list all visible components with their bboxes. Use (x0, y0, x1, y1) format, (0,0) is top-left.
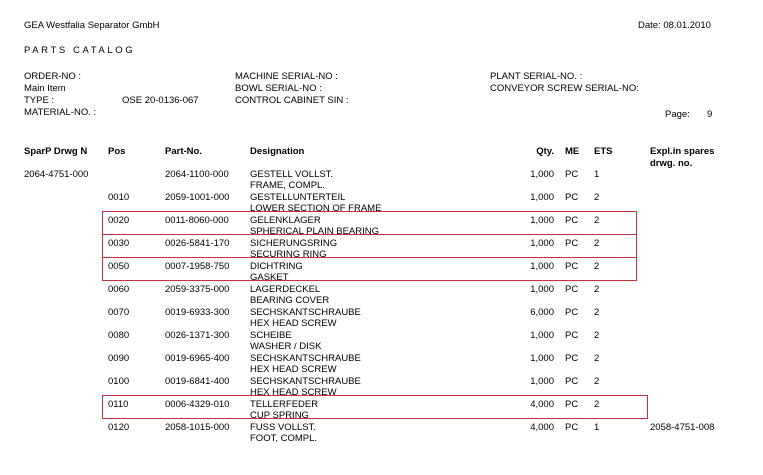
cell-designation-en: SECURING RING (250, 249, 327, 260)
page-title: PARTS CATALOG (24, 45, 136, 56)
cell-qty: 1,000 (530, 261, 554, 272)
cell-qty: 4,000 (530, 422, 554, 433)
highlight-box (102, 211, 637, 235)
col-header-designation: Designation (250, 146, 305, 157)
cell-designation-en: BEARING COVER (250, 295, 330, 306)
cell-ets: 2 (594, 399, 600, 410)
cell-me: PC (565, 330, 579, 341)
cell-me: PC (565, 422, 579, 433)
col-header-sparp: SparP Drwg N (24, 146, 88, 157)
col-header-pos: Pos (108, 146, 126, 157)
cell-designation-en: HEX HEAD SCREW (250, 318, 337, 329)
cell-designation-en: HEX HEAD SCREW (250, 387, 337, 398)
cell-partno: 0026-1371-300 (165, 330, 230, 341)
company-name: GEA Westfalia Separator GmbH (24, 20, 160, 31)
cell-me: PC (565, 215, 579, 226)
main-item-label: Main Item (24, 83, 66, 94)
cell-qty: 1,000 (530, 169, 554, 180)
cell-pos: 0030 (108, 238, 130, 249)
table-row (0, 353, 763, 376)
cell-qty: 1,000 (530, 284, 554, 295)
cell-ets: 2 (594, 238, 600, 249)
cell-partno: 0019-6965-400 (165, 353, 230, 364)
cell-partno: 0026-5841-170 (165, 238, 230, 249)
cell-ets: 2 (594, 284, 600, 295)
cell-designation-en: FRAME, COMPL. (250, 180, 325, 191)
cell-qty: 4,000 (530, 399, 554, 410)
cell-ets: 2 (594, 192, 600, 203)
highlight-box (102, 234, 637, 258)
control-cabinet-label: CONTROL CABINET SIN : (235, 95, 349, 106)
cell-drwg: 2064-4751-000 (24, 169, 89, 180)
cell-partno: 2064-1100-000 (165, 169, 229, 180)
table-row (0, 307, 763, 330)
cell-qty: 1,000 (530, 376, 554, 387)
cell-designation-de: SECHSKANTSCHRAUBE (250, 376, 361, 387)
col-header-expl-sub: drwg. no. (650, 158, 693, 169)
cell-ets: 2 (594, 261, 600, 272)
col-header-qty: Qty. (536, 146, 554, 157)
table-row (0, 169, 763, 192)
cell-qty: 1,000 (530, 238, 554, 249)
cell-designation-en: FOOT, COMPL. (250, 433, 318, 444)
cell-me: PC (565, 284, 579, 295)
table-row (0, 284, 763, 307)
table-row (0, 330, 763, 353)
cell-designation-de: SECHSKANTSCHRAUBE (250, 353, 361, 364)
cell-me: PC (565, 261, 579, 272)
cell-expl: 2058-4751-008 (650, 422, 715, 433)
cell-partno: 0006-4329-010 (165, 399, 230, 410)
material-no-label: MATERIAL-NO. : (24, 107, 97, 118)
cell-qty: 1,000 (530, 192, 554, 203)
cell-partno: 0019-6841-400 (165, 376, 230, 387)
col-header-me: ME (565, 146, 580, 157)
cell-me: PC (565, 192, 579, 203)
cell-pos: 0020 (108, 215, 130, 226)
cell-partno: 0007-1958-750 (165, 261, 230, 272)
cell-partno: 2058-1015-000 (165, 422, 230, 433)
type-label: TYPE : (24, 95, 55, 106)
cell-pos: 0080 (108, 330, 130, 341)
cell-designation-de: GESTELL VOLLST. (250, 169, 334, 180)
conveyor-serial-label: CONVEYOR SCREW SERIAL-NO: (490, 83, 639, 94)
cell-ets: 2 (594, 330, 600, 341)
cell-pos: 0120 (108, 422, 130, 433)
cell-designation-en: CUP SPRING (250, 410, 309, 421)
cell-qty: 6,000 (530, 307, 554, 318)
cell-me: PC (565, 238, 579, 249)
page-number: 9 (707, 109, 713, 120)
document-date: Date: 08.01.2010 (638, 20, 711, 31)
cell-pos: 0090 (108, 353, 130, 364)
cell-partno: 0019-6933-300 (165, 307, 230, 318)
cell-designation-de: GELENKLAGER (250, 215, 321, 226)
cell-ets: 2 (594, 376, 600, 387)
cell-me: PC (565, 169, 579, 180)
cell-ets: 1 (594, 422, 600, 433)
cell-designation-de: LAGERDECKEL (250, 284, 321, 295)
cell-partno: 2059-1001-000 (165, 192, 230, 203)
cell-designation-de: DICHTRING (250, 261, 303, 272)
type-value: OSE 20-0136-067 (122, 95, 199, 106)
cell-ets: 2 (594, 353, 600, 364)
cell-designation-de: GESTELLUNTERTEIL (250, 192, 346, 203)
cell-pos: 0050 (108, 261, 130, 272)
cell-designation-en: WASHER / DISK (250, 341, 322, 352)
cell-me: PC (565, 307, 579, 318)
cell-partno: 2059-3375-000 (165, 284, 230, 295)
cell-pos: 0060 (108, 284, 130, 295)
cell-designation-de: SECHSKANTSCHRAUBE (250, 307, 361, 318)
cell-me: PC (565, 376, 579, 387)
col-header-partno: Part-No. (165, 146, 202, 157)
page-label: Page: (665, 109, 690, 120)
table-row (0, 422, 763, 445)
col-header-expl: Expl.in spares (650, 146, 715, 157)
cell-pos: 0100 (108, 376, 130, 387)
machine-serial-label: MACHINE SERIAL-NO : (235, 71, 338, 82)
highlight-box (102, 257, 637, 281)
cell-designation-de: SCHEIBE (250, 330, 292, 341)
cell-designation-en: SPHERICAL PLAIN BEARING (250, 226, 379, 237)
cell-qty: 1,000 (530, 215, 554, 226)
cell-ets: 2 (594, 215, 600, 226)
cell-designation-de: SICHERUNGSRING (250, 238, 338, 249)
cell-designation-de: TELLERFEDER (250, 399, 319, 410)
cell-qty: 1,000 (530, 330, 554, 341)
cell-partno: 0011-8060-000 (165, 215, 229, 226)
highlight-box (102, 395, 648, 419)
cell-ets: 1 (594, 169, 600, 180)
cell-designation-en: HEX HEAD SCREW (250, 364, 337, 375)
cell-me: PC (565, 353, 579, 364)
cell-ets: 2 (594, 307, 600, 318)
cell-qty: 1,000 (530, 353, 554, 364)
cell-designation-en: GASKET (250, 272, 289, 283)
order-no-label: ORDER-NO : (24, 71, 81, 82)
col-header-ets: ETS (594, 146, 613, 157)
cell-pos: 0110 (108, 399, 129, 410)
plant-serial-label: PLANT SERIAL-NO. : (490, 71, 583, 82)
cell-pos: 0070 (108, 307, 130, 318)
cell-designation-en: LOWER SECTION OF FRAME (250, 203, 382, 214)
cell-me: PC (565, 399, 579, 410)
bowl-serial-label: BOWL SERIAL-NO : (235, 83, 322, 94)
cell-pos: 0010 (108, 192, 130, 203)
cell-designation-de: FUSS VOLLST. (250, 422, 316, 433)
